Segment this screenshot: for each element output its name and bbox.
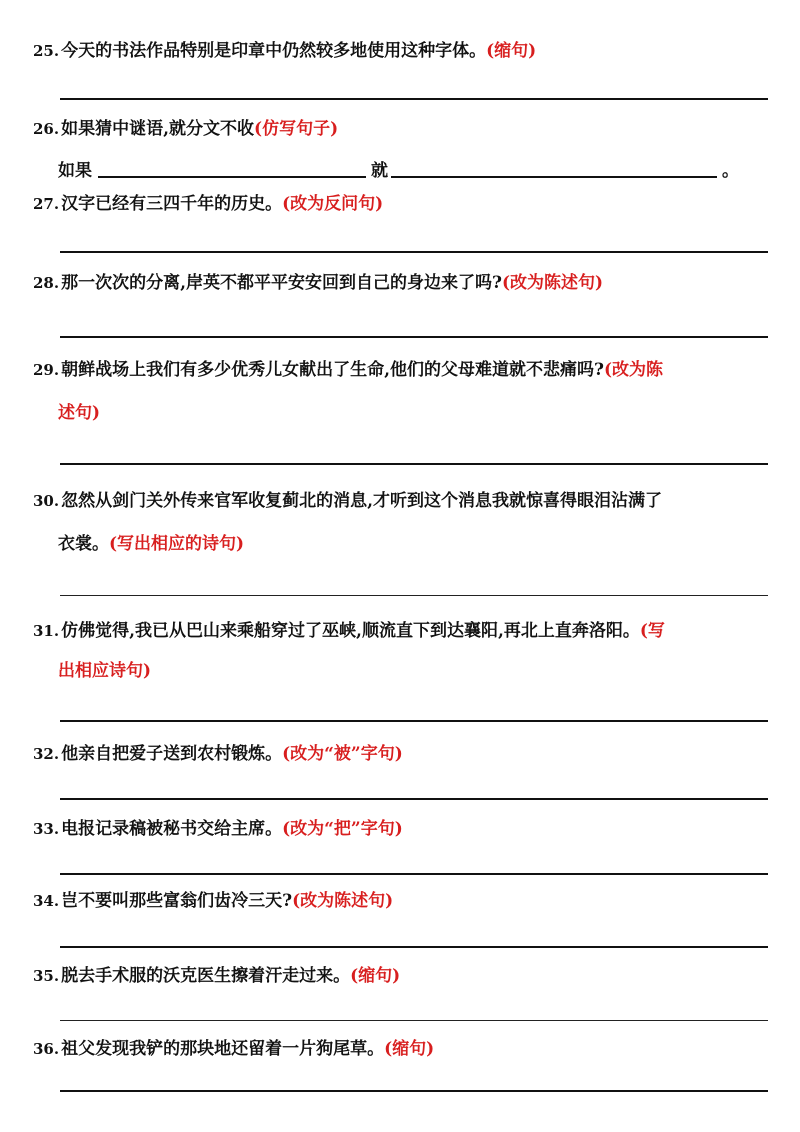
question-31 xyxy=(33,620,773,642)
question-34 xyxy=(33,890,773,912)
question-instruction: (写出相应的诗句) xyxy=(109,534,245,554)
question-29-continuation xyxy=(58,402,100,424)
fill-blank-2[interactable] xyxy=(391,176,717,178)
fill-prefix: 如果 xyxy=(58,161,92,181)
question-instruction: (缩句) xyxy=(486,41,537,61)
answer-line[interactable] xyxy=(60,1020,768,1021)
question-number: 30. xyxy=(33,492,60,510)
question-30 xyxy=(33,490,773,512)
question-text: 他亲自把爱子送到农村锻炼。 xyxy=(61,744,283,764)
fill-blank-1[interactable] xyxy=(98,176,366,178)
fill-in-row xyxy=(58,156,758,182)
question-instruction: 述句) xyxy=(58,403,101,423)
answer-line[interactable] xyxy=(60,463,768,465)
answer-line[interactable] xyxy=(60,720,768,722)
question-instruction: (改为陈述句) xyxy=(502,273,604,293)
question-instruction: (改为反问句) xyxy=(282,194,384,214)
answer-line[interactable] xyxy=(60,873,768,875)
question-number: 29. xyxy=(33,361,60,379)
question-text: 电报记录稿被秘书交给主席。 xyxy=(61,819,283,839)
question-number: 34. xyxy=(33,892,60,910)
answer-line[interactable] xyxy=(60,98,768,100)
question-36 xyxy=(33,1038,773,1060)
question-instruction: (写 xyxy=(639,621,665,641)
question-text: 汉字已经有三四千年的历史。 xyxy=(61,194,283,214)
question-text: 忽然从剑门关外传来官军收复蓟北的消息,才听到这个消息我就惊喜得眼泪沾满了 xyxy=(61,491,663,511)
question-28 xyxy=(33,272,773,294)
question-instruction: (改为“被”字句) xyxy=(282,744,403,764)
question-text: 如果猜中谜语,就分文不收 xyxy=(61,119,255,139)
question-29 xyxy=(33,359,773,381)
question-instruction: (缩句) xyxy=(350,966,401,986)
question-instruction: (仿写句子) xyxy=(254,119,339,139)
question-31-continuation xyxy=(58,660,151,682)
question-text: 朝鲜战场上我们有多少优秀儿女献出了生命,他们的父母难道就不悲痛吗? xyxy=(61,360,604,380)
question-text: 那一次次的分离,岸英不都平平安安回到自己的身边来了吗? xyxy=(61,273,502,293)
answer-line[interactable] xyxy=(60,251,768,253)
question-text: 脱去手术服的沃克医生擦着汗走过来。 xyxy=(61,966,351,986)
question-27 xyxy=(33,193,773,215)
fill-suffix: 。 xyxy=(722,161,739,181)
question-25 xyxy=(33,40,773,62)
question-text: 岂不要叫那些富翁们齿冷三天? xyxy=(61,891,293,911)
question-number: 28. xyxy=(33,274,60,292)
question-35 xyxy=(33,965,773,987)
question-instruction: (缩句) xyxy=(384,1039,435,1059)
question-number: 36. xyxy=(33,1040,60,1058)
answer-line[interactable] xyxy=(60,336,768,338)
question-26 xyxy=(33,118,773,140)
question-number: 25. xyxy=(33,42,60,60)
answer-line[interactable] xyxy=(60,798,768,800)
question-text: 今天的书法作品特别是印章中仍然较多地使用这种字体。 xyxy=(61,41,487,61)
fill-middle: 就 xyxy=(371,161,388,181)
question-instruction: (改为陈述句) xyxy=(292,891,394,911)
question-33 xyxy=(33,818,773,840)
question-number: 32. xyxy=(33,745,60,763)
question-number: 33. xyxy=(33,820,60,838)
answer-line[interactable] xyxy=(60,595,768,596)
question-instruction: 出相应诗句) xyxy=(58,661,152,681)
question-text: 祖父发现我铲的那块地还留着一片狗尾草。 xyxy=(61,1039,385,1059)
question-text: 衣裳。 xyxy=(58,534,109,554)
question-number: 35. xyxy=(33,967,60,985)
question-number: 27. xyxy=(33,195,60,213)
question-number: 31. xyxy=(33,622,60,640)
question-30-continuation xyxy=(58,533,244,555)
question-text: 仿佛觉得,我已从巴山来乘船穿过了巫峡,顺流直下到达襄阳,再北上直奔洛阳。 xyxy=(61,621,640,641)
answer-line[interactable] xyxy=(60,946,768,948)
question-32 xyxy=(33,743,773,765)
answer-line[interactable] xyxy=(60,1090,768,1092)
question-instruction: (改为“把”字句) xyxy=(282,819,403,839)
question-number: 26. xyxy=(33,120,60,138)
question-instruction: (改为陈 xyxy=(604,360,664,380)
